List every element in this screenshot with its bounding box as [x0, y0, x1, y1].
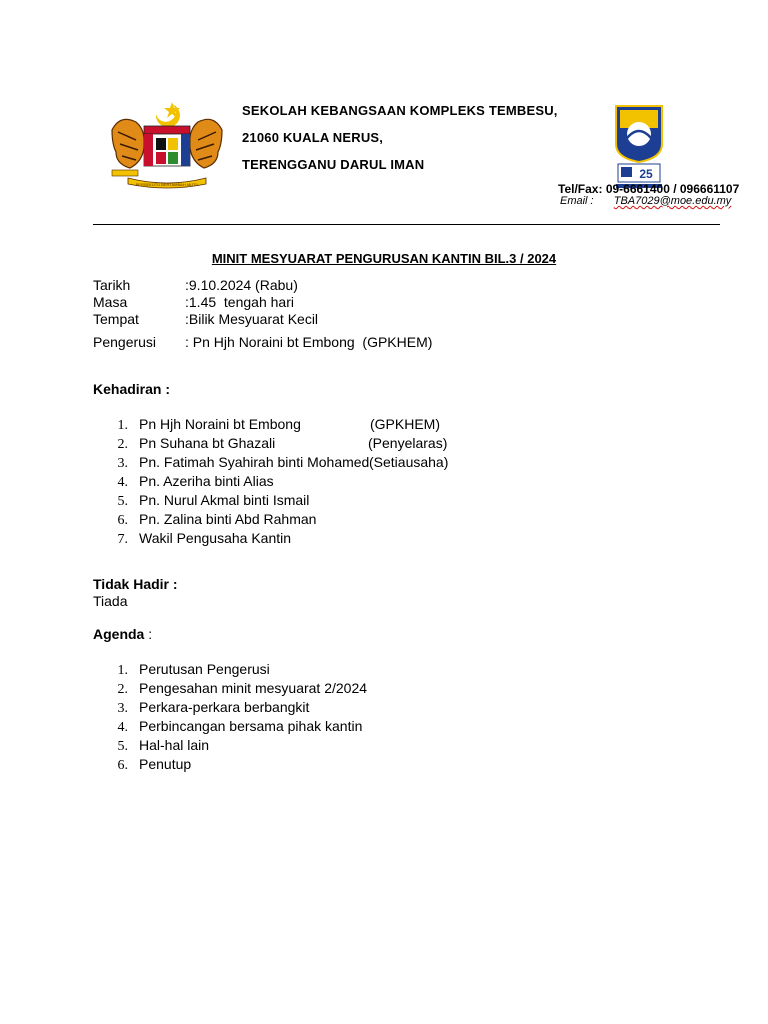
attendee-role: (Setiausaha) [369, 454, 449, 470]
item-number: 7. [117, 532, 128, 547]
list-item [110, 511, 317, 529]
agenda-item-text: Hal-hal lain [139, 737, 210, 753]
absent-heading: Tidak Hadir : [93, 576, 178, 592]
school-name: SEKOLAH KEBANGSAAN KOMPLEKS TEMBESU, [242, 103, 558, 118]
list-item [110, 737, 210, 755]
chair-label: Pengerusi [93, 334, 157, 350]
crest-motto: BERSEKUTU BERTAMBAH MUTU [135, 182, 199, 187]
tel-fax [558, 182, 739, 196]
document-title: MINIT MESYUARAT PENGURUSAN KANTIN BIL.3 / 2024 [211, 251, 557, 266]
header-divider [93, 224, 720, 225]
email-label: Email : [560, 195, 594, 207]
item-number: 6. [117, 758, 128, 773]
time-value: :1.45 tengah hari [185, 294, 294, 310]
item-number: 5. [117, 494, 128, 509]
attendee-name: Pn. Azeriha binti Alias [139, 473, 274, 489]
agenda-item-text: Penutup [139, 756, 192, 772]
address-line: 21060 KUALA NERUS, [242, 130, 384, 145]
agenda-item-text: Perutusan Pengerusi [139, 661, 270, 677]
email-info [560, 195, 731, 207]
email-value: TBA7029@moe.edu.my [613, 195, 732, 207]
list-item [110, 454, 449, 472]
date-value: :9.10.2024 (Rabu) [185, 277, 298, 293]
item-number: 2. [117, 437, 128, 452]
badge-number: 25 [639, 167, 653, 181]
time-label: Masa [93, 294, 128, 310]
tel-value: 09-6661400 / 096661107 [605, 182, 740, 196]
agenda-item-text: Perbincangan bersama pihak kantin [139, 718, 363, 734]
list-item [110, 473, 274, 491]
list-item [110, 530, 292, 548]
list-item [110, 680, 368, 698]
agenda-heading [93, 626, 152, 642]
attendee-role: (GPKHEM) [370, 416, 440, 432]
attendee-name: Pn Suhana bt Ghazali [139, 435, 276, 451]
agenda-heading-colon: : [144, 626, 153, 642]
agenda-item-text: Pengesahan minit mesyuarat 2/2024 [139, 680, 368, 696]
list-item [110, 756, 192, 774]
item-number: 1. [117, 418, 128, 433]
school-badge-logo [612, 104, 666, 188]
item-number: 6. [117, 513, 128, 528]
agenda-item-text: Perkara-perkara berbangkit [139, 699, 310, 715]
list-item [110, 661, 270, 679]
chair-value: : Pn Hjh Noraini bt Embong (GPKHEM) [185, 334, 433, 350]
state-line: TERENGGANU DARUL IMAN [242, 157, 425, 172]
absent-value: Tiada [93, 593, 128, 609]
attendee-role: (Penyelaras) [368, 435, 448, 451]
attendee-name: Pn. Nurul Akmal binti Ismail [139, 492, 310, 508]
attendance-heading: Kehadiran : [93, 381, 171, 397]
item-number: 4. [117, 720, 128, 735]
list-item [110, 416, 440, 434]
place-label: Tempat [93, 311, 139, 327]
coat-of-arms-logo [106, 100, 228, 190]
item-number: 3. [117, 701, 128, 716]
tel-label: Tel/Fax: [558, 182, 603, 196]
attendee-name: Pn Hjh Noraini bt Embong [139, 416, 301, 432]
item-number: 2. [117, 682, 128, 697]
list-item [110, 718, 363, 736]
list-item [110, 492, 310, 510]
item-number: 1. [117, 663, 128, 678]
list-item [110, 699, 310, 717]
attendee-name: Pn. Zalina binti Abd Rahman [139, 511, 317, 527]
item-number: 4. [117, 475, 128, 490]
date-label: Tarikh [93, 277, 131, 293]
agenda-heading-label: Agenda [93, 626, 145, 642]
attendee-name: Pn. Fatimah Syahirah binti Mohamed [139, 454, 370, 470]
list-item [110, 435, 448, 453]
item-number: 5. [117, 739, 128, 754]
item-number: 3. [117, 456, 128, 471]
attendee-name: Wakil Pengusaha Kantin [139, 530, 292, 546]
place-value: :Bilik Mesyuarat Kecil [185, 311, 319, 327]
